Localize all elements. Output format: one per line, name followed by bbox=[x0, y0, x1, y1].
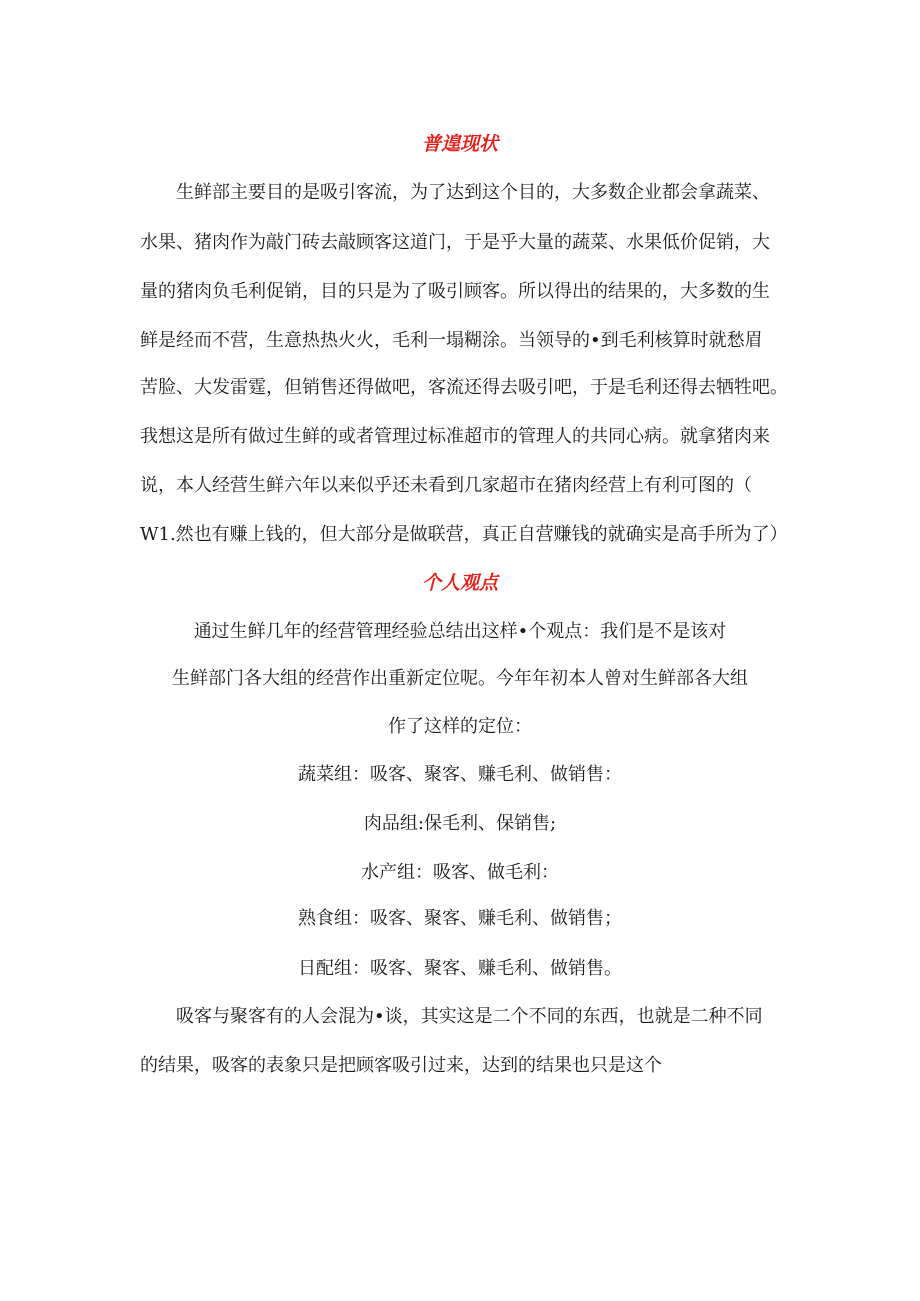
paragraph-line: W1.然也有赚上钱的，但大部分是做联营，真正自营赚钱的就确实是高手所为了） bbox=[140, 524, 788, 545]
group-positioning-line: 日配组：吸客、聚客、赚毛利、做销售。 bbox=[298, 958, 622, 979]
paragraph-line: 的结果，吸客的表象只是把顾客吸引过来，达到的结果也只是这个 bbox=[140, 1055, 662, 1076]
section-heading-current-status: 普遑现状 bbox=[421, 133, 498, 155]
group-positioning-line: 熟食组：吸客、聚客、赚毛利、做销售； bbox=[298, 908, 622, 929]
paragraph-line: 吸客与聚客有的人会混为•谈，其实这是二个不同的东西，也就是二种不同 bbox=[140, 1006, 763, 1027]
section-heading-personal-view: 个人观点 bbox=[421, 572, 498, 594]
group-positioning-line: 蔬菜组：吸客、聚客、赚毛利、做销售： bbox=[298, 764, 622, 785]
paragraph-line: 说，本人经营生鲜六年以来似乎还未看到几家超市在猪肉经营上有利可图的（ bbox=[140, 475, 752, 496]
group-positioning-line: 水产组：吸客、做毛利： bbox=[361, 862, 559, 883]
centered-line: 通过生鲜几年的经营管理经验总结出这样•个观点：我们是不是该对 bbox=[193, 621, 727, 642]
group-positioning-line: 肉品组:保毛利、保销售; bbox=[363, 813, 557, 834]
paragraph-line: 我想这是所有做过生鲜的或者管理过标准超市的管理人的共同心病。就拿猪肉来 bbox=[140, 426, 770, 447]
paragraph-line: 生鲜部主要目的是吸引客流，为了达到这个目的，大多数企业都会拿蔬菜、 bbox=[140, 182, 770, 203]
paragraph-line: 量的猪肉负毛利促销，目的只是为了吸引顾客。所以得出的结果的，大多数的生 bbox=[140, 281, 770, 302]
centered-line: 生鲜部门各大组的经营作出重新定位呢。今年年初本人曾对生鲜部各大组 bbox=[172, 668, 748, 689]
paragraph-line: 水果、猪肉作为敲门砖去敲顾客这道门，于是乎大量的蔬菜、水果低价促销，大 bbox=[140, 232, 770, 253]
paragraph-line: 苦脸、大发雷霆，但销售还得做吧，客流还得去吸引吧，于是毛利还得去牺牲吧。 bbox=[140, 377, 788, 398]
centered-line: 作了这样的定位： bbox=[388, 716, 532, 737]
paragraph-line: 鲜是经而不营，生意热热火火，毛利一塌糊涂。当领导的•到毛利核算时就愁眉 bbox=[140, 330, 763, 351]
